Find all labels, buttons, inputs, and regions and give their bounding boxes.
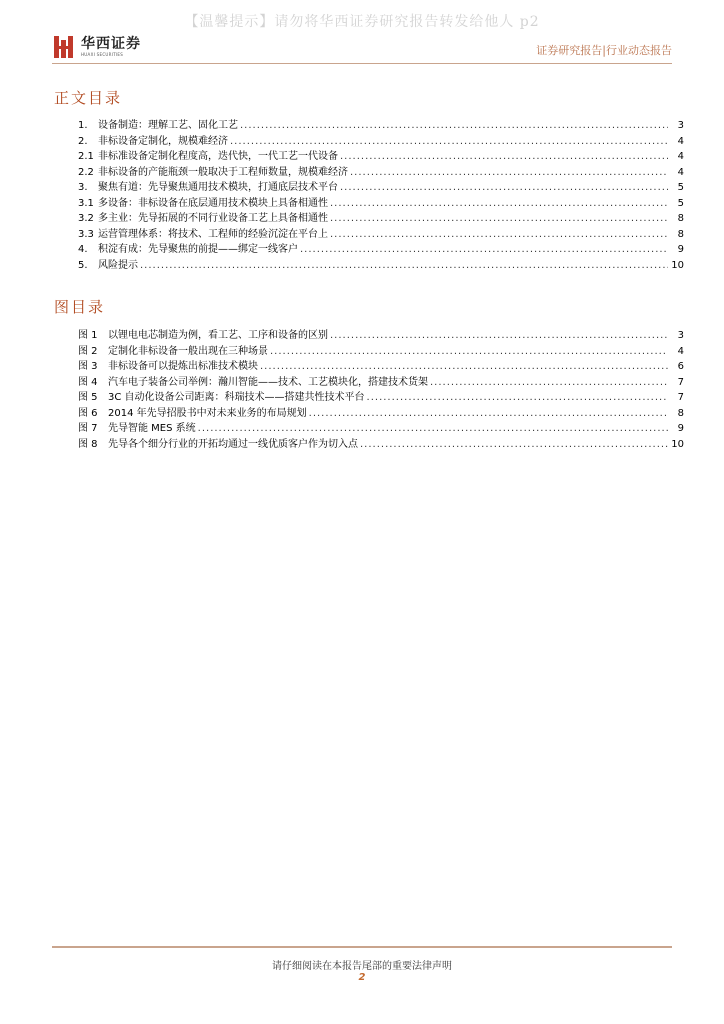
toc-entry[interactable] (78, 178, 684, 194)
footer-divider (52, 946, 672, 948)
toc-entry[interactable] (78, 209, 684, 225)
figure-entry[interactable] (78, 357, 684, 373)
toc-entry[interactable] (78, 256, 684, 272)
figure-entry-page: 10 (671, 438, 684, 450)
figure-entry-number: 图 5 (78, 392, 98, 403)
toc-entry-page: 5 (677, 197, 684, 209)
figure-entry-page: 9 (677, 423, 684, 434)
toc-entry-title: 非标设备定制化，规模难经济 (98, 135, 228, 147)
figure-list-heading: 图目录 (54, 298, 106, 316)
figure-entry[interactable] (78, 404, 684, 420)
page-number: 2 (358, 972, 366, 983)
company-logo (53, 33, 141, 61)
figure-entry-number: 图 6 (78, 407, 98, 419)
watermark-notice: 【温馨提示】请勿将华西证券研究报告转发给他人 p2 (184, 14, 540, 30)
toc-entry-title: 非标准设备定制化程度高，迭代快，一代工艺一代设备 (98, 151, 338, 162)
figure-entry-page: 7 (677, 376, 684, 388)
dot-leader (367, 392, 668, 403)
toc-entry-page: 9 (677, 244, 684, 255)
toc-entry-number: 4. (78, 244, 88, 255)
dot-leader (309, 408, 668, 419)
toc-entry-number: 3.2 (78, 213, 94, 224)
dot-leader (330, 198, 668, 209)
toc-entry-number: 2. (78, 135, 88, 147)
figure-entry-number: 图 3 (78, 361, 98, 372)
figure-entry-title: 汽车电子装备公司举例：瀚川智能——技术、工艺模块化，搭建技术货架 (108, 376, 428, 388)
toc-entry-page: 4 (677, 135, 684, 147)
dot-leader (260, 361, 668, 372)
toc-entry-title: 多设备：非标设备在底层通用技术模块上具备相通性 (98, 197, 328, 209)
toc-entry[interactable] (78, 147, 684, 163)
figure-entry[interactable] (78, 326, 684, 342)
dot-leader (360, 439, 668, 450)
figure-entry-title: 3C 自动化设备公司距离：科瑞技术——搭建共性技术平台 (108, 392, 365, 403)
dot-leader (340, 151, 668, 162)
figure-entry[interactable] (78, 435, 684, 451)
toc-entry-number: 3.3 (78, 228, 94, 240)
dot-leader (198, 423, 668, 434)
toc-entry[interactable] (78, 116, 684, 132)
figure-entry-number: 图 1 (78, 330, 98, 341)
figure-entry[interactable] (78, 342, 684, 358)
dot-leader (330, 330, 668, 341)
toc-entry-number: 2.1 (78, 151, 94, 162)
dot-leader (300, 244, 668, 255)
toc-entry[interactable] (78, 163, 684, 179)
figure-entry[interactable] (78, 373, 684, 389)
toc-entry-number: 3. (78, 182, 88, 193)
figure-entry[interactable] (78, 419, 684, 435)
toc-entry-title: 设备制造：理解工艺、固化工艺 (98, 120, 238, 131)
toc-entry-page: 4 (677, 166, 684, 178)
figure-entry-title: 非标设备可以提炼出标准技术模块 (108, 361, 258, 372)
toc-entry-number: 1. (78, 120, 88, 131)
toc-entry-title: 风险提示 (98, 259, 138, 271)
figure-entry-title: 2014 年先导招股书中对未来业务的布局规划 (108, 407, 307, 419)
dot-leader (340, 182, 668, 193)
toc-entry-number: 5. (78, 259, 88, 271)
figure-entry-page: 7 (677, 392, 684, 403)
toc-entry-page: 10 (671, 259, 684, 271)
toc-entry-title: 非标设备的产能瓶颈一般取决于工程师数量，规模难经济 (98, 166, 348, 178)
legal-notice: 请仔细阅读在本报告尾部的重要法律声明 (272, 961, 452, 972)
toc-entry[interactable] (78, 132, 684, 148)
figure-entry-title: 定制化非标设备一般出现在三种场景 (108, 345, 268, 357)
logo-chinese-name: 华西证券 (81, 35, 141, 52)
toc-entry-page: 4 (677, 151, 684, 162)
header-divider (52, 63, 672, 64)
toc-entry[interactable] (78, 194, 684, 210)
dot-leader (270, 346, 668, 357)
figure-entry-page: 3 (677, 330, 684, 341)
figure-entry-page: 8 (677, 407, 684, 419)
toc-entry-page: 8 (677, 228, 684, 240)
toc-entry-title: 多主业：先导拓展的不同行业设备工艺上具备相通性 (98, 213, 328, 224)
logo-english-name: HUAXI SECURITIES (81, 51, 124, 57)
figure-entry-title: 先导智能 MES 系统 (108, 423, 196, 434)
figure-entry[interactable] (78, 388, 684, 404)
report-type-label: 证券研究报告|行业动态报告 (536, 44, 672, 57)
toc-entry-number: 3.1 (78, 197, 94, 209)
dot-leader (230, 136, 668, 147)
toc-heading: 正文目录 (54, 89, 123, 107)
toc-entry-number: 2.2 (78, 166, 94, 178)
dot-leader (430, 377, 668, 388)
toc-entry[interactable] (78, 240, 684, 256)
toc-entry-page: 8 (677, 213, 684, 224)
dot-leader (330, 213, 668, 224)
dot-leader (240, 120, 668, 131)
dot-leader (140, 260, 668, 271)
figure-entry-title: 先导各个细分行业的开拓均通过一线优质客户作为切入点 (108, 438, 358, 450)
toc-entry-title: 积淀有成：先导聚焦的前提——绑定一线客户 (98, 244, 298, 255)
figure-entry-number: 图 7 (78, 423, 98, 434)
toc-entry[interactable] (78, 225, 684, 241)
toc-list (78, 116, 684, 271)
figure-list (78, 326, 684, 450)
toc-entry-page: 3 (677, 120, 684, 131)
toc-entry-title: 聚焦有道：先导聚焦通用技术模块，打通底层技术平台 (98, 182, 338, 193)
toc-entry-page: 5 (677, 182, 684, 193)
figure-entry-number: 图 8 (78, 438, 98, 450)
figure-entry-number: 图 4 (78, 376, 98, 388)
figure-entry-page: 6 (677, 361, 684, 372)
figure-entry-page: 4 (677, 345, 684, 357)
dot-leader (350, 167, 668, 178)
dot-leader (330, 229, 668, 240)
huaxi-logo-icon (53, 34, 75, 60)
figure-entry-number: 图 2 (78, 345, 98, 357)
figure-entry-title: 以锂电电芯制造为例，看工艺、工序和设备的区别 (108, 330, 328, 341)
toc-entry-title: 运营管理体系：将技术、工程师的经验沉淀在平台上 (98, 228, 328, 240)
